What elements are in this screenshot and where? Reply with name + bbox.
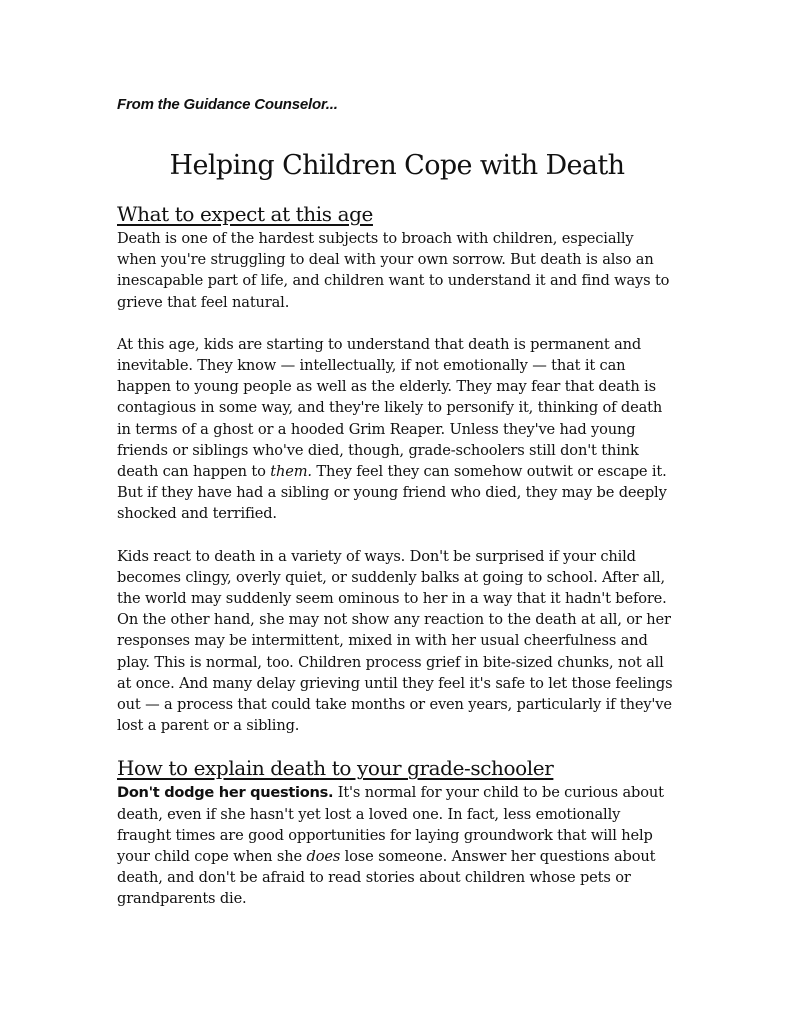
emphasis-them: them. [270,463,312,481]
byline: From the Guidance Counselor... [117,96,338,113]
lead-in-bold: Don't dodge her questions. [117,784,334,802]
paragraph-questions [117,782,677,909]
document-title: Helping Children Cope with Death [169,150,625,181]
paragraph-text: It's normal for your child to be curious about death, even if she hasn't yet lost a loved one. In fact, less emotionally fraught times are good opportunities for laying groundwork that will help your child cope when she [117,784,664,866]
paragraph-reactions: Kids react to death in a variety of ways. Don't be surprised if your child becomes clingy, overly quiet, or suddenly balks at going to school. After all, the world may suddenly seem ominous to her in a way that it hadn't before. On the other hand, she may not show any reaction to the death at all, or her responses may be intermittent, mixed in with her usual cheerfulness and play. This is normal, too. Children process grief in bite-sized chunks, not all at once. And many delay grieving until they feel it's safe to let those feelings out — a process that could take months or even years, particularly if they've lost a parent or a sibling. [117,547,673,735]
section-heading-expect: What to expect at this age [117,202,373,226]
paragraph-understanding [117,334,677,525]
section-heading-explain: How to explain death to your grade-schooler [117,756,554,781]
paragraph-text: They feel they can somehow outwit or escape it. But if they have had a sibling or young friend who died, they may be deeply shocked and terrified. [117,463,667,523]
emphasis-does: does [306,848,341,866]
paragraph-text: At this age, kids are starting to understand that death is permanent and inevitable. They know — intellectually, if not emotionally — that it can happen to young people as well as the elderly. They may fear that death is contagious in some way, and they're likely to personify it, thinking of death in terms of a ghost or a hooded Grim Reaper. Unless they've had young friends or siblings who've died, though, grade-schoolers still don't think death can happen to [117,335,663,481]
paragraph-text: lose someone. Answer her questions about death, and don't be afraid to read stories about children whose pets or grandparents die. [117,848,656,908]
document-page [117,92,677,910]
paragraph-intro: Death is one of the hardest subjects to broach with children, especially when you're struggling to deal with your own sorrow. But death is also an inescapable part of life, and children want to understand it and find ways to grieve that feel natural. [117,230,670,311]
